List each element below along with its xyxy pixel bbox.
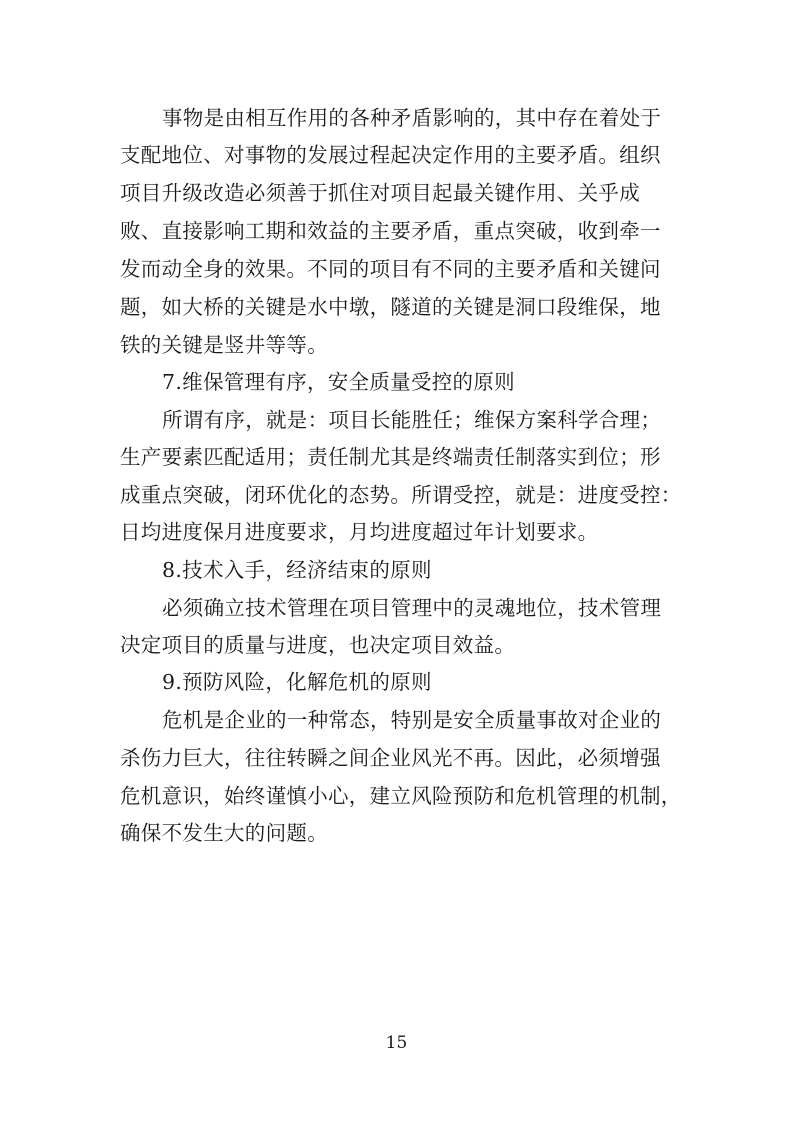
paragraph-line: 生产要素匹配适用；责任制尤其是终端责任制落实到位；形 bbox=[120, 445, 661, 469]
paragraph-line: 杀伤力巨大，往往转瞬之间企业风光不再。因此，必须增强 bbox=[120, 746, 661, 770]
paragraph-line: 败、直接影响工期和效益的主要矛盾，重点突破，收到牵一 bbox=[120, 219, 661, 243]
section-heading-9: 9.预防风险，化解危机的原则 bbox=[162, 670, 432, 694]
paragraph-line: 发而动全身的效果。不同的项目有不同的主要矛盾和关键问 bbox=[120, 257, 661, 281]
paragraph-line: 铁的关键是竖井等等。 bbox=[120, 333, 328, 357]
page-number: 15 bbox=[385, 1033, 408, 1053]
paragraph-line: 确保不发生大的问题。 bbox=[120, 821, 328, 845]
paragraph-line: 危机意识，始终谨慎小心，建立风险预防和危机管理的机制， bbox=[120, 784, 682, 808]
section-heading-8: 8.技术入手，经济结束的原则 bbox=[162, 558, 432, 582]
paragraph-line: 成重点突破，闭环优化的态势。所谓受控，就是：进度受控： bbox=[120, 483, 682, 507]
paragraph-line: 支配地位、对事物的发展过程起决定作用的主要矛盾。组织 bbox=[120, 143, 661, 167]
paragraph-line: 危机是企业的一种常态，特别是安全质量事故对企业的 bbox=[162, 708, 662, 732]
paragraph-line: 所谓有序，就是：项目长能胜任；维保方案科学合理； bbox=[162, 408, 662, 432]
section-heading-7: 7.维保管理有序，安全质量受控的原则 bbox=[162, 370, 515, 394]
paragraph-line: 日均进度保月进度要求，月均进度超过年计划要求。 bbox=[120, 520, 599, 544]
paragraph-line: 决定项目的质量与进度，也决定项目效益。 bbox=[120, 633, 516, 657]
paragraph-line: 事物是由相互作用的各种矛盾影响的，其中存在着处于 bbox=[162, 106, 662, 130]
paragraph-line: 题，如大桥的关键是水中墩，隧道的关键是洞口段维保，地 bbox=[120, 295, 661, 319]
paragraph-line: 项目升级改造必须善于抓住对项目起最关键作用、关乎成 bbox=[120, 181, 640, 205]
paragraph-line: 必须确立技术管理在项目管理中的灵魂地位，技术管理 bbox=[162, 596, 662, 620]
